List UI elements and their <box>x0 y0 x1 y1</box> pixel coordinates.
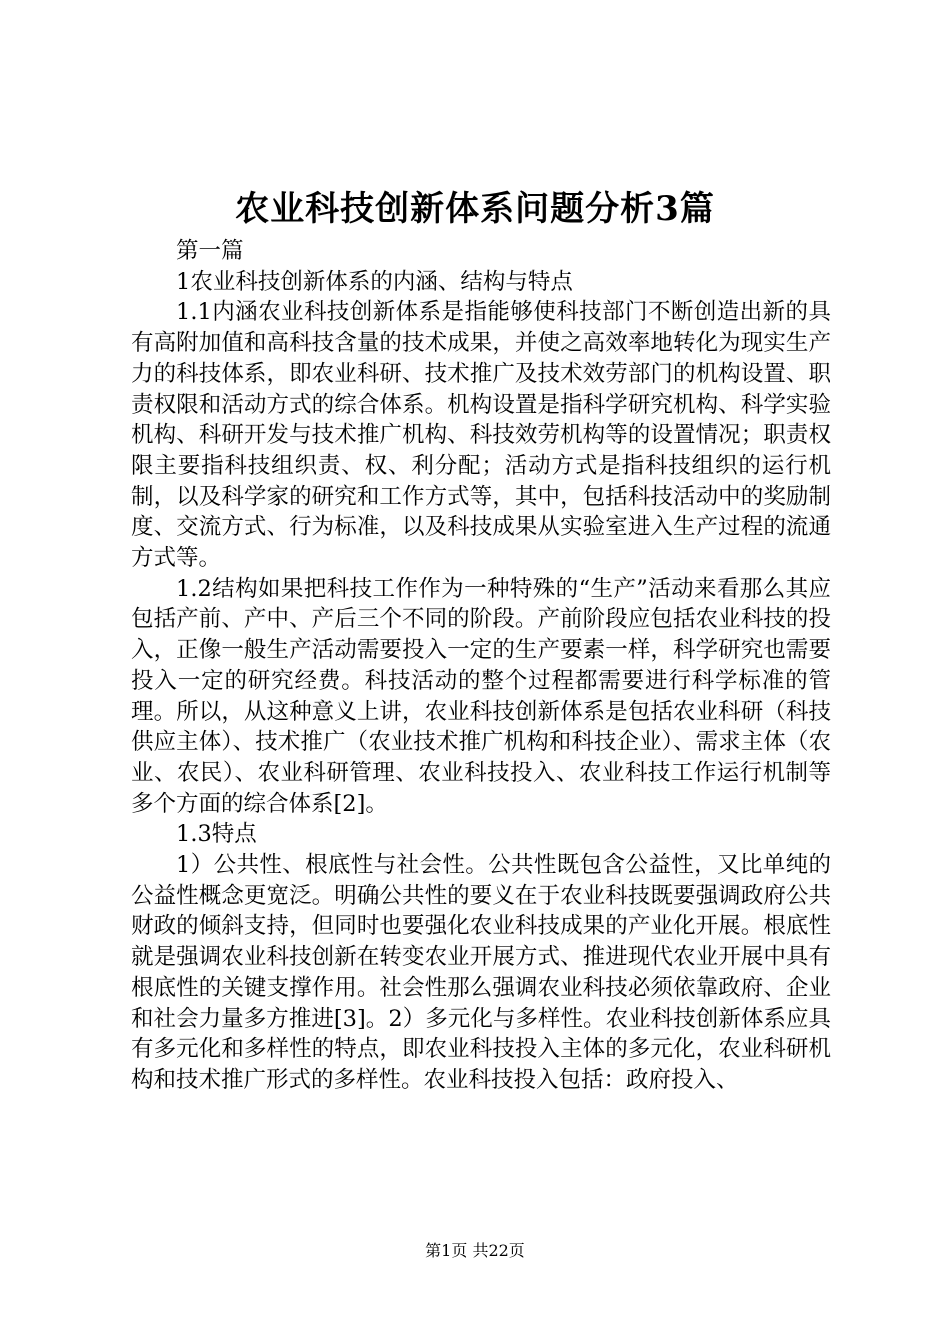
paragraph-features: 1）公共性、根底性与社会性。公共性既包含公益性，又比单纯的公益性概念更宽泛。明确公共性的要义在于农业科技既要强调政府公共财政的倾斜支持，但同时也要强化农业科技成果的产业化开展。根底性就是强调农业科技创新在转变农业开展方式、推进现代农业开展中具有根底性的关键支撑作用。社会性那么强调农业科技必须依靠政府、企业和社会力量多方推进[3]。2）多元化与多样性。农业科技创新体系应具有多元化和多样性的特点，即农业科技投入主体的多元化，农业科研机构和技术推广形式的多样性。农业科技投入包括：政府投入、 <box>131 852 831 1093</box>
paragraph-connotation: 1.1内涵农业科技创新体系是指能够使科技部门不断创造出新的具有高附加值和高科技含量的技术成果，并使之高效率地转化为现实生产力的科技体系，即农业科研、技术推广及技术效劳部门的机构设置、职责权限和活动方式的综合体系。机构设置是指科学研究机构、科学实验机构、科研开发与技术推广机构、科技效劳机构等的设置情况；职责权限主要指科技组织责、权、利分配；活动方式是指科技组织的运行机制，以及科学家的研究和工作方式等，其中，包括科技活动中的奖励制度、交流方式、行为标准，以及科技成果从实验室进入生产过程的流通方式等。 <box>131 299 831 572</box>
chapter-heading: 1农业科技创新体系的内涵、结构与特点 <box>176 268 573 295</box>
section-heading: 第一篇 <box>176 238 244 264</box>
page-footer: 第1页 共22页 <box>425 1241 525 1260</box>
document-body <box>131 236 831 1096</box>
document-title: 农业科技创新体系问题分析3篇 <box>235 189 715 229</box>
subsection-heading: 1.3特点 <box>176 821 257 848</box>
paragraph-structure: 1.2结构如果把科技工作作为一种特殊的“生产”活动来看那么其应包括产前、产中、产后三个不同的阶段。产前阶段应包括农业科技的投入，正像一般生产活动需要投入一定的生产要素一样，科学研究也需要投入一定的研究经费。科技活动的整个过程都需要进行科学标准的管理。所以，从这种意义上讲，农业科技创新体系是包括农业科研（科技供应主体）、技术推广（农业技术推广机构和科技企业）、需求主体（农业、农民）、农业科研管理、农业科技投入、农业科技工作运行机制等多个方面的综合体系[2]。 <box>131 575 831 817</box>
